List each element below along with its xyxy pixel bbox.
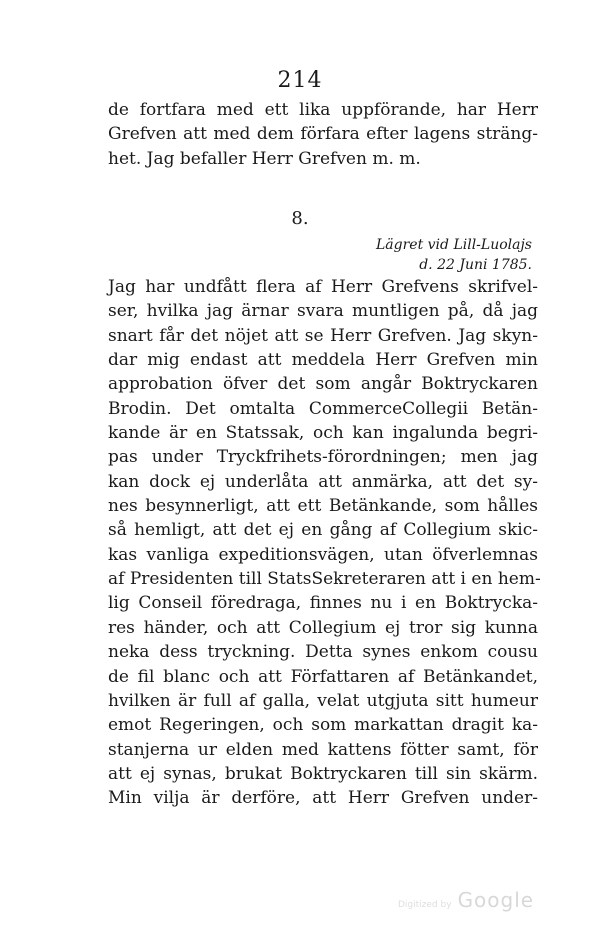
- watermark-brand: Google: [457, 888, 535, 912]
- text-line: de fortfara med ett lika uppförande, har Herr: [108, 100, 538, 120]
- text-line: res händer, och att Collegium ej tror sig kunna: [108, 617, 538, 638]
- top-paragraph: [108, 98, 538, 171]
- text-line: lig Conseil föredraga, finnes nu i en Boktrycka-: [108, 593, 538, 614]
- text-line: Min vilja är derföre, att Herr Grefven under-: [108, 788, 538, 809]
- text-line: stanjerna ur elden med kattens fötter samt, för: [108, 739, 538, 760]
- text-line: att ej synas, brukat Boktryckaren till sin skärm.: [108, 763, 538, 784]
- text-line: approbation öfver det som angår Boktryckaren: [108, 374, 538, 395]
- watermark-prefix: Digitized by: [398, 900, 452, 910]
- text-line: så hemligt, att det ej en gång af Collegium skic-: [108, 520, 538, 541]
- page-number: 214: [277, 68, 323, 93]
- text-line: Grefven att med dem förfara efter lagens sträng-: [108, 124, 538, 145]
- text-line: af Presidenten till StatsSekreteraren att i en hem-: [108, 569, 541, 590]
- text-line: dar mig endast att meddela Herr Grefven min: [108, 350, 538, 371]
- text-line: nes besynnerligt, att ett Betänkande, som hålles: [108, 496, 538, 517]
- google-watermark: [398, 888, 534, 912]
- text-line: ser, hvilka jag ärnar svara muntligen på, då jag: [108, 301, 538, 322]
- text-line: Jag har undfått flera af Herr Grefvens skrifvel-: [108, 277, 538, 297]
- text-line: Brodin. Det omtalta CommerceCollegii Betän-: [108, 398, 538, 419]
- text-line: neka dess tryckning. Detta synes enkom cousu: [108, 642, 538, 663]
- text-line: de fil blanc och att Författaren af Betänkandet,: [108, 666, 538, 687]
- letter-body: [108, 275, 541, 811]
- text-line: emot Regeringen, och som markattan dragit ka-: [108, 715, 538, 736]
- text-line: het. Jag befaller Herr Grefven m. m.: [108, 148, 421, 169]
- text-line: pas under Tryckfrihets-förordningen; men jag: [108, 447, 538, 468]
- text-line: kan dock ej underlåta att anmärka, att det sy-: [108, 471, 538, 492]
- dateline-date: d. 22 Juni 1785.: [419, 257, 532, 273]
- text-line: hvilken är full af galla, velat utgjuta sitt humeur: [108, 690, 538, 711]
- text-line: kas vanliga expeditionsvägen, utan öfverlemnas: [108, 544, 538, 565]
- dateline-place: Lägret vid Lill-Luolajs: [375, 237, 532, 253]
- text-line: kande är en Statssak, och kan ingalunda begri-: [108, 423, 538, 444]
- text-line: snart får det nöjet att se Herr Grefven. Jag skyn-: [108, 325, 538, 346]
- letter-number: 8.: [291, 208, 309, 229]
